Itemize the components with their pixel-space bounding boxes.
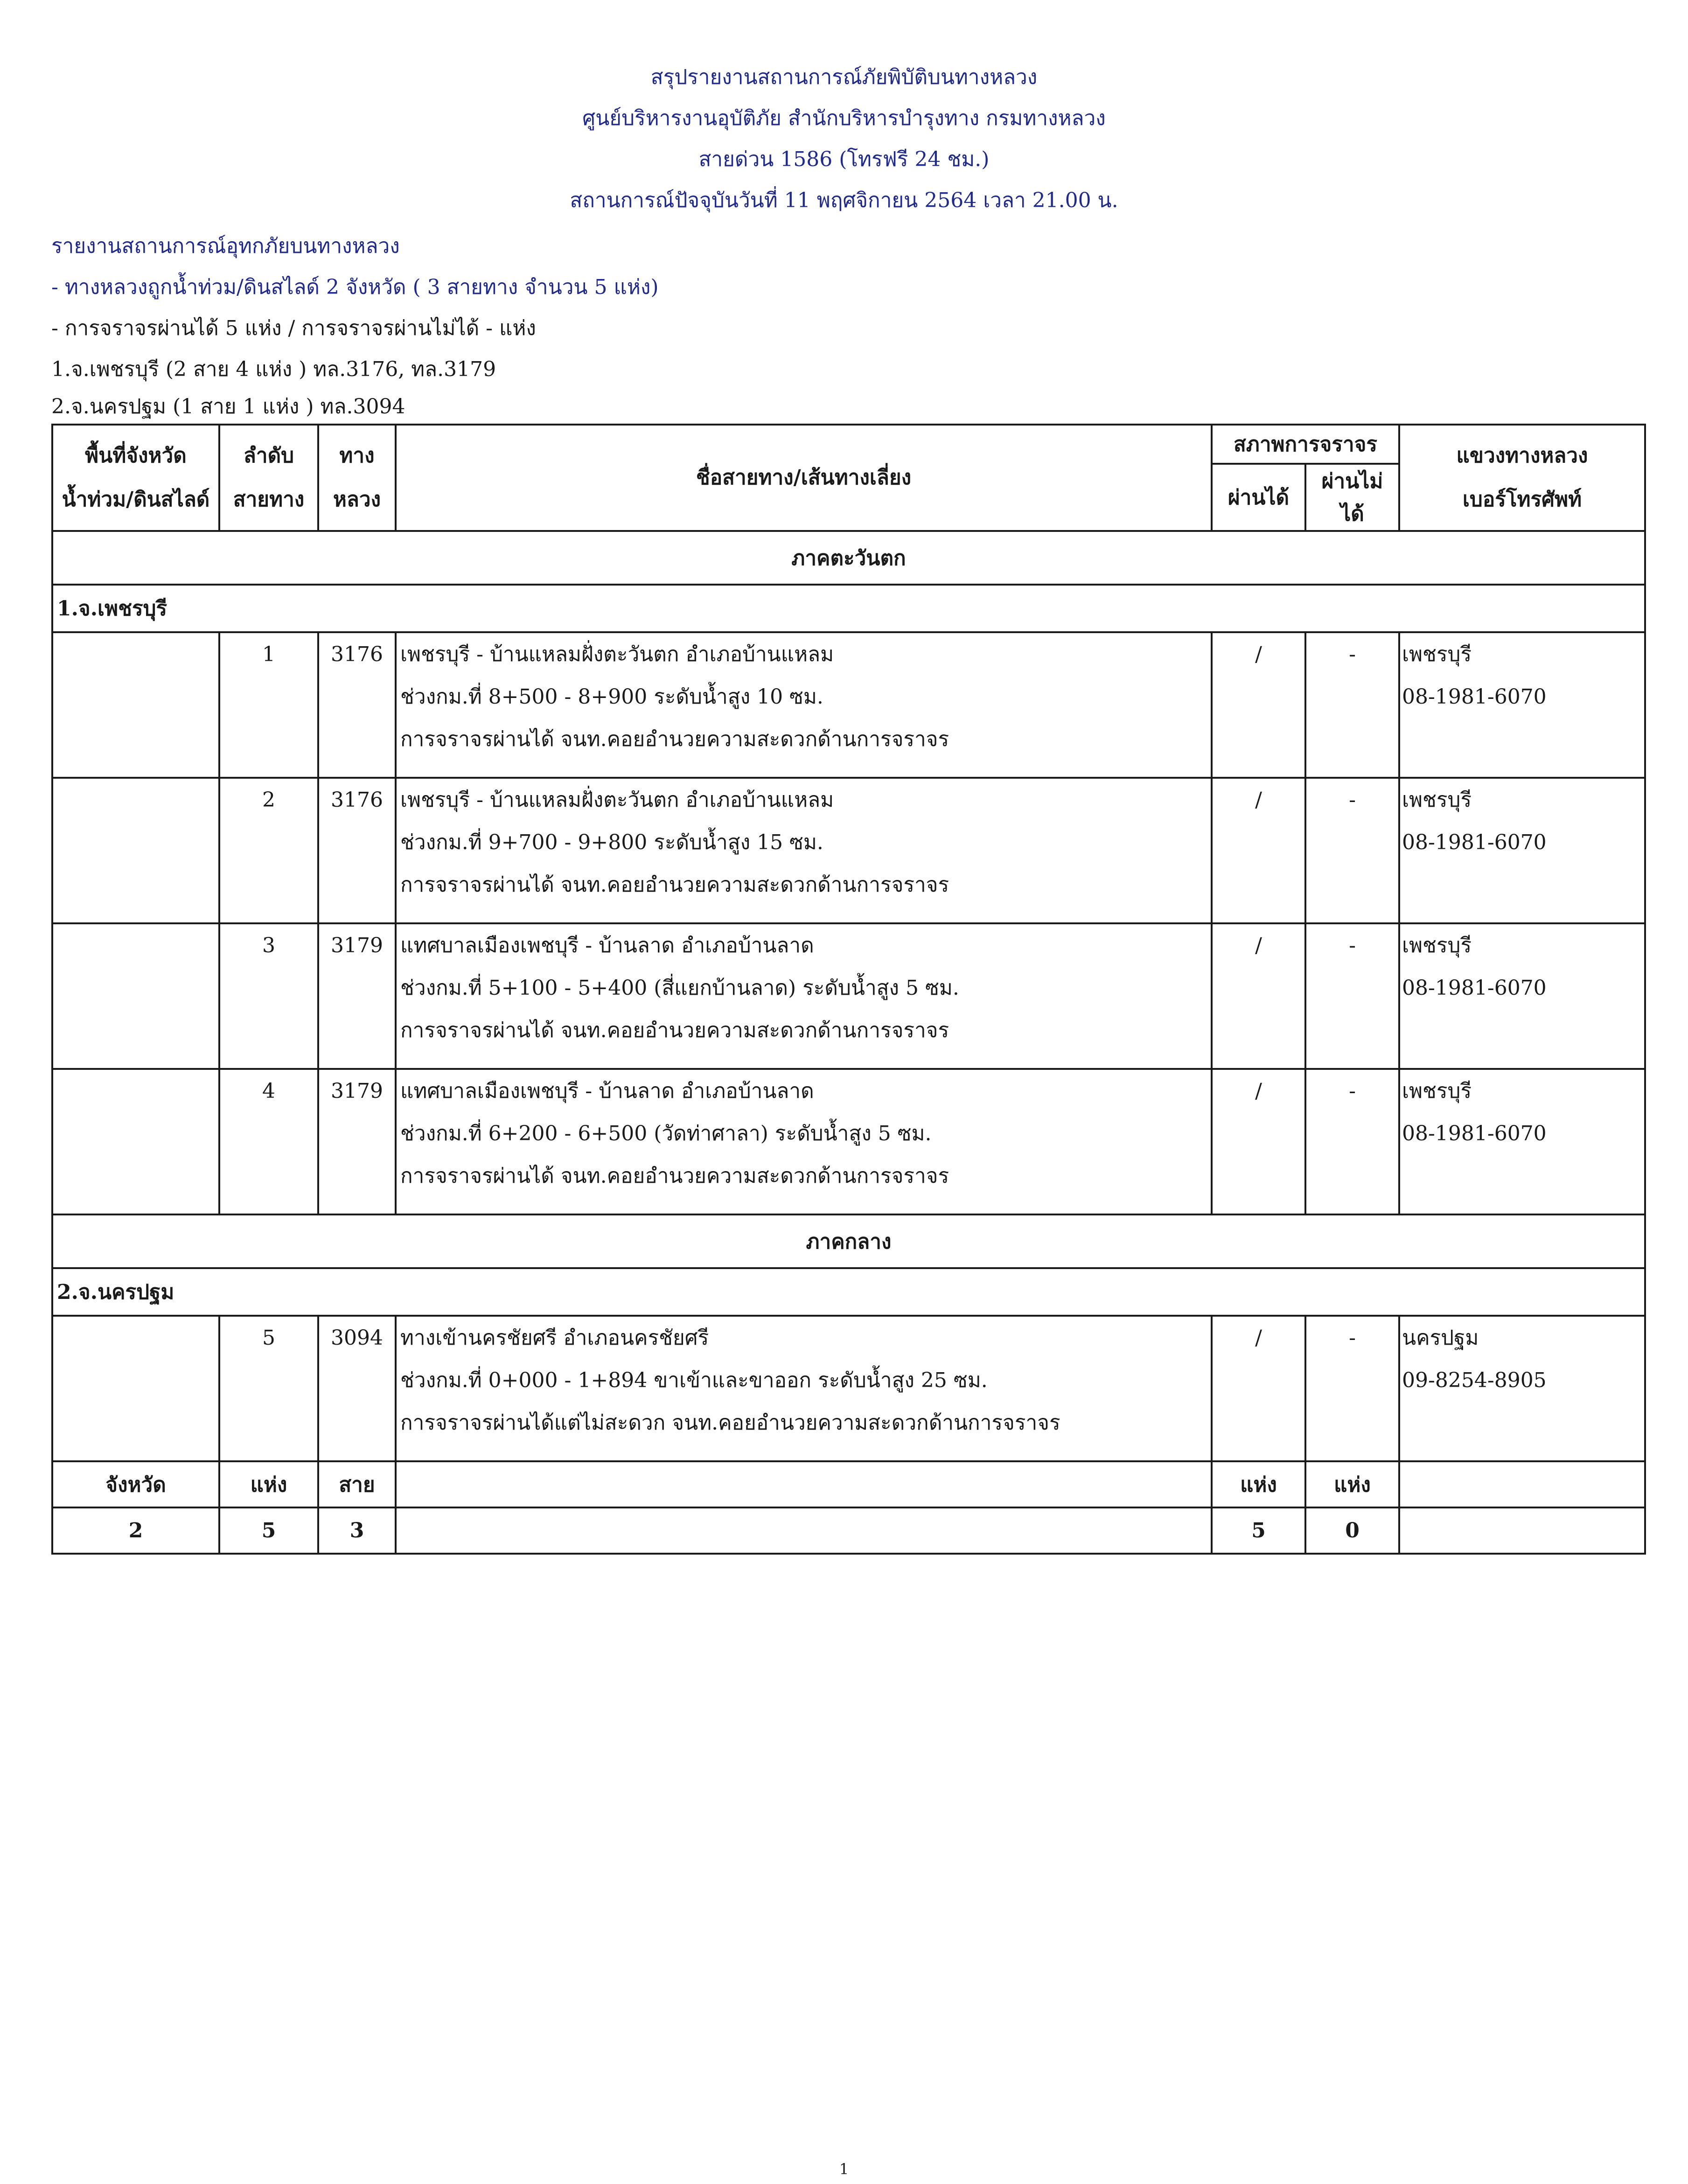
route-note: การจราจรผ่านได้ จนท.คอยอำนวยความสะดวกด้านการจราจร	[400, 1164, 949, 1188]
route-km: ช่วงกม.ที่ 8+500 - 8+900 ระดับน้ำสูง 10 ซม.	[400, 685, 823, 709]
office-name: นครปฐม	[1402, 1326, 1479, 1350]
route-name: เพชรบุรี - บ้านแหลมฝั่งตะวันตก อำเภอบ้านแหลม	[400, 788, 834, 812]
seq-cell: 1	[219, 632, 318, 778]
nopass-cell: -	[1305, 1069, 1399, 1214]
pass-cell: /	[1212, 1069, 1305, 1214]
total-province-label: จังหวัด	[52, 1461, 219, 1507]
col-office-label-2: เบอร์โทรศัพท์	[1462, 488, 1582, 511]
pass-cell: /	[1212, 632, 1305, 778]
total-empty	[396, 1461, 1212, 1507]
col-highway-label-1: ทาง	[339, 444, 375, 468]
section-title: รายงานสถานการณ์อุทกภัยบนทางหลวง	[51, 234, 400, 258]
total-pass-value: 5	[1212, 1507, 1305, 1554]
total-line-label: สาย	[318, 1461, 396, 1507]
pass-cell: /	[1212, 1316, 1305, 1461]
total-nopass-label: แห่ง	[1305, 1461, 1399, 1507]
route-km: ช่วงกม.ที่ 5+100 - 5+400 (สี่แยกบ้านลาด) ระดับน้ำสูง 5 ซม.	[400, 976, 959, 1000]
office-phone: 08-1981-6070	[1402, 976, 1547, 1000]
seq-cell: 2	[219, 778, 318, 923]
highway-cell: 3179	[318, 923, 396, 1069]
totals-label-row	[52, 1461, 1645, 1507]
office-name: เพชรบุรี	[1402, 934, 1472, 957]
route-note: การจราจรผ่านได้ จนท.คอยอำนวยความสะดวกด้านการจราจร	[400, 1019, 949, 1042]
route-km: ช่วงกม.ที่ 6+200 - 6+500 (วัดท่าศาลา) ระดับน้ำสูง 5 ซม.	[400, 1122, 932, 1145]
route-note: การจราจรผ่านได้แต่ไม่สะดวก จนท.คอยอำนวยความสะดวกด้านการจราจร	[400, 1411, 1060, 1435]
col-highway-label-2: หลวง	[333, 488, 381, 511]
route-note: การจราจรผ่านได้ จนท.คอยอำนวยความสะดวกด้านการจราจร	[400, 727, 949, 751]
area-cell	[52, 632, 219, 778]
col-area-header	[52, 425, 219, 531]
province-row	[52, 585, 1645, 632]
total-line-value: 3	[318, 1507, 396, 1554]
office-cell	[1399, 1069, 1645, 1214]
office-phone: 08-1981-6070	[1402, 830, 1547, 854]
region-row	[52, 531, 1645, 585]
table-row	[52, 632, 1645, 778]
province-summary-2: 2.จ.นครปฐม (1 สาย 1 แห่ง ) ทล.3094	[51, 395, 405, 419]
office-name: เพชรบุรี	[1402, 1079, 1472, 1103]
col-pass-header: ผ่านได้	[1212, 464, 1305, 531]
nopass-cell: -	[1305, 632, 1399, 778]
col-office-label-1: แขวงทางหลวง	[1456, 444, 1588, 468]
region-central: ภาคกลาง	[52, 1214, 1645, 1268]
nopass-cell: -	[1305, 778, 1399, 923]
report-datetime: สถานการณ์ปัจจุบันวันที่ 11 พฤศจิกายน 2564 เวลา 21.00 น.	[570, 188, 1118, 212]
total-place-value: 5	[219, 1507, 318, 1554]
office-cell	[1399, 632, 1645, 778]
seq-cell: 4	[219, 1069, 318, 1214]
highway-cell: 3176	[318, 778, 396, 923]
col-status-header: สภาพการจราจร	[1212, 425, 1399, 464]
table-row	[52, 1316, 1645, 1461]
total-empty	[1399, 1507, 1645, 1554]
route-cell	[396, 923, 1212, 1069]
col-office-header	[1399, 425, 1645, 531]
col-area-label-2: น้ำท่วม/ดินสไลด์	[62, 488, 210, 511]
province-summary-1: 1.จ.เพชรบุรี (2 สาย 4 แห่ง ) ทล.3176, ทล.3179	[51, 357, 496, 381]
route-km: ช่วงกม.ที่ 9+700 - 9+800 ระดับน้ำสูง 15 ซม.	[400, 830, 823, 854]
region-row	[52, 1214, 1645, 1268]
total-nopass-value: 0	[1305, 1507, 1399, 1554]
province-phetchaburi: 1.จ.เพชรบุรี	[52, 585, 1645, 632]
col-area-label-1: พื้นที่จังหวัด	[85, 444, 187, 468]
highway-cell: 3179	[318, 1069, 396, 1214]
total-place-label: แห่ง	[219, 1461, 318, 1507]
report-title: สรุปรายงานสถานการณ์ภัยพิบัติบนทางหลวง	[650, 65, 1038, 89]
highway-cell: 3176	[318, 632, 396, 778]
col-nopass-header: ผ่านไม่ได้	[1305, 464, 1399, 531]
page-number: 1	[839, 2160, 849, 2178]
flood-table	[51, 424, 1646, 1555]
province-nakhon-pathom: 2.จ.นครปฐม	[52, 1268, 1645, 1316]
region-west: ภาคตะวันตก	[52, 531, 1645, 585]
col-highway-header	[318, 425, 396, 531]
area-cell	[52, 1316, 219, 1461]
route-cell	[396, 1069, 1212, 1214]
pass-cell: /	[1212, 778, 1305, 923]
totals-value-row	[52, 1507, 1645, 1554]
col-route-header: ชื่อสายทาง/เส้นทางเลี่ยง	[396, 425, 1212, 531]
area-cell	[52, 778, 219, 923]
total-province-value: 2	[52, 1507, 219, 1554]
route-cell	[396, 778, 1212, 923]
highway-cell: 3094	[318, 1316, 396, 1461]
table-row	[52, 1069, 1645, 1214]
seq-cell: 5	[219, 1316, 318, 1461]
table-row	[52, 923, 1645, 1069]
col-seq-label-2: สายทาง	[233, 488, 305, 511]
area-cell	[52, 923, 219, 1069]
nopass-cell: -	[1305, 923, 1399, 1069]
report-agency: ศูนย์บริหารงานอุบัติภัย สำนักบริหารบำรุงทาง กรมทางหลวง	[582, 106, 1106, 130]
route-km: ช่วงกม.ที่ 0+000 - 1+894 ขาเข้าและขาออก ระดับน้ำสูง 25 ซม.	[400, 1368, 988, 1392]
route-cell	[396, 1316, 1212, 1461]
traffic-line: - การจราจรผ่านได้ 5 แห่ง / การจราจรผ่านไม่ได้ - แห่ง	[51, 316, 536, 340]
seq-cell: 3	[219, 923, 318, 1069]
nopass-cell: -	[1305, 1316, 1399, 1461]
office-name: เพชรบุรี	[1402, 788, 1472, 812]
table-row	[52, 778, 1645, 923]
route-note: การจราจรผ่านได้ จนท.คอยอำนวยความสะดวกด้านการจราจร	[400, 873, 949, 897]
table-header-row	[52, 425, 1645, 464]
route-cell	[396, 632, 1212, 778]
report-hotline: สายด่วน 1586 (โทรฟรี 24 ชม.)	[698, 147, 990, 171]
route-name: เพชรบุรี - บ้านแหลมฝั่งตะวันตก อำเภอบ้านแหลม	[400, 642, 834, 666]
office-phone: 08-1981-6070	[1402, 1122, 1547, 1145]
office-name: เพชรบุรี	[1402, 642, 1472, 666]
route-name: แทศบาลเมืองเพชบุรี - บ้านลาด อำเภอบ้านลาด	[400, 1079, 814, 1103]
total-empty	[396, 1507, 1212, 1554]
route-name: แทศบาลเมืองเพชบุรี - บ้านลาด อำเภอบ้านลาด	[400, 934, 814, 957]
office-cell	[1399, 1316, 1645, 1461]
total-pass-label: แห่ง	[1212, 1461, 1305, 1507]
area-cell	[52, 1069, 219, 1214]
col-seq-header	[219, 425, 318, 531]
summary-line: - ทางหลวงถูกน้ำท่วม/ดินสไลด์ 2 จังหวัด ( 3 สายทาง จำนวน 5 แห่ง)	[51, 275, 659, 299]
total-empty	[1399, 1461, 1645, 1507]
province-row	[52, 1268, 1645, 1316]
office-cell	[1399, 923, 1645, 1069]
pass-cell: /	[1212, 923, 1305, 1069]
col-seq-label-1: ลำดับ	[243, 444, 294, 468]
office-phone: 08-1981-6070	[1402, 685, 1547, 709]
route-name: ทางเข้านครชัยศรี อำเภอนครชัยศรี	[400, 1326, 709, 1350]
office-phone: 09-8254-8905	[1402, 1368, 1547, 1392]
office-cell	[1399, 778, 1645, 923]
